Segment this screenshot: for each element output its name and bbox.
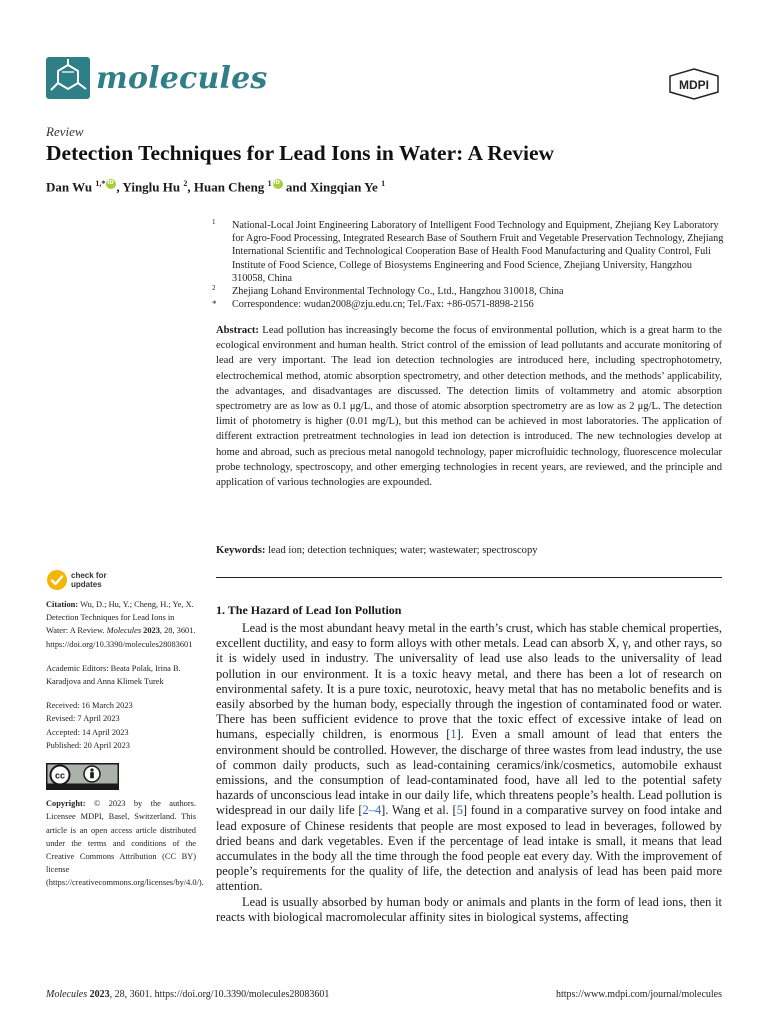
journal-name: molecules: [96, 60, 268, 96]
sidebar: [46, 598, 204, 901]
footer-journal-url[interactable]: https://www.mdpi.com/journal/molecules: [556, 989, 722, 1000]
article-title: Detection Techniques for Lead Ions in Water: A Review: [46, 141, 555, 165]
author-name[interactable]: Dan Wu: [46, 179, 93, 195]
author-affiliation-sup: 1,*: [95, 179, 106, 188]
paragraph: Lead is the most abundant heavy metal in the earth’s crust, which has stable chemical properties, excellent ductility, and easy to form alloys with other metals. Lead can absorb X, γ, and other rays, so it is widely used in industry. The universality of lead use also leads to the universality of lead pollution in our environment. It is a toxic heavy metal, and there has been a lot of research on environmental safety. It is a pure toxic, neurotoxic, heavy metal that has no metabolic benefits and is easily absorbed by the human body, especially through the ingestion of contaminated food or water. There has been sufficient evidence to prove that the toxic effect of excessive intake of lead on humans, especially children, is enormous [1]. Even a small amount of lead that enters the environment should be controlled. However, the discharge of three wastes from lead industry, the use of common daily products, such as lead-containing ceramics/ink/cosmetics, automobile exhaust emissions, and the consumption of lead-contaminated food, have all led to the potential safety hazards of unconscious lead intake in our daily life, which threatens people’s health. Lead pollution is widespread in our daily life [2–4]. Wang et al. [5] found in a comparative survey on food intake and lead exposure of Chinese residents that people are most exposed to lead in beverages, followed by dried beans and dark vegetables. Even if the percentage of lead intake is small, it means that lead accumulates in the body all the time through the food people eat every day. With the improvement of people’s requirements for the quality of life, the detection and analysis of lead has been paid more attention.: [216, 621, 722, 894]
keywords-label: Keywords:: [216, 545, 266, 556]
abstract-text: Lead pollution has increasingly become the focus of environmental pollution, which is a great harm to the ecological environment and human health. Strict control of the emission of lead pollutants and accurate monitoring of lead are very important. The lead ion detection technologies are introduced here, including spectrophotometry, electrochemical method, atomic absorption spectrometry, and other detection methods, and the methods’ applicability, the advantages, and disadvantages are discussed. The detection limits of voltammetry and atomic absorption spectrometry are as low as 0.1 μg/L, and those of atomic absorption spectrometry are as low as 2 μg/L. The detection limit of photometry is higher (0.01 mg/L), but this method can be achieved in most laboratories. The application of different extraction pretreatment technologies in lead ion detection is introduced. The new technologies develop at home and abroad, such as precious metal nanogold technology, paper microfluidic technology, fluorescence molecular probe technology, spectroscopy, and other emerging technologies in recent years, are reviewed, and the principle and application of various technologies are expounded.: [216, 325, 722, 489]
author-affiliation-sup: 1: [381, 179, 386, 188]
citation: Citation: Wu, D.; Hu, Y.; Cheng, H.; Ye, X. Detection Techniques for Lead Ions in Water: A Review. Molecules 2023, 28, 3601. https://doi.org/10.3390/molecules28083601: [46, 600, 196, 649]
affiliation-item: 2 Zhejiang Lohand Environmental Technology Co., Ltd., Hangzhou 310018, China: [212, 284, 564, 298]
publication-dates: [46, 699, 196, 752]
date-received: Received: 16 March 2023: [46, 701, 133, 711]
author-affiliation-sup: 1: [267, 179, 272, 188]
date-published: Published: 20 April 2023: [46, 740, 130, 750]
copyright-notice: Copyright: © 2023 by the authors. Licensee MDPI, Basel, Switzerland. This article is an open access article distributed under the terms and conditions of the Creative Commons Attribution (CC BY) license (https://creativecommons.org/licenses/by/4.0/).: [46, 799, 204, 888]
orcid-icon[interactable]: [273, 179, 283, 189]
keywords: [216, 543, 722, 558]
date-accepted: Accepted: 14 April 2023: [46, 727, 129, 737]
paragraph: Lead is usually absorbed by human body or animals and plants in the form of lead ions, then it reacts with biological macromolecular affinity sites in biological systems, affecting: [216, 894, 722, 924]
author-name[interactable]: Yinglu Hu: [122, 179, 181, 195]
section-body: [216, 621, 722, 925]
author-list: Dan Wu $^{1,*}$iD , Yinglu Hu $^2$, Huan Cheng $^1$iD and Xingqian Ye $^1$: [46, 179, 385, 195]
author-name[interactable]: Xingqian Ye: [310, 179, 378, 195]
section-heading: 1. The Hazard of Lead Ion Pollution: [216, 603, 402, 617]
svg-text:MDPI: MDPI: [679, 78, 709, 92]
svg-text:cc: cc: [54, 770, 66, 781]
orcid-icon[interactable]: [106, 179, 116, 189]
affiliations: [212, 219, 724, 311]
abstract: [216, 323, 722, 490]
article-type: Review: [46, 124, 84, 139]
affiliation-item: 1 National-Local Joint Engineering Laboratory of Intelligent Food Technology and Equipment, Zhejiang Key Laboratory for Agro-Food Processing, Integrated Research Base of Southern Fruit and Vegetable Preservation Technology, Zhejiang International Scientific and Technological Cooperation Base of Health Food Manufacturing and Quality Control, Fuli Institute of Food Science, College of Biosystems Engineering and Food Science, Zhejiang University, Hangzhou 310058, China: [212, 218, 724, 284]
mdpi-logo-icon[interactable]: [668, 68, 720, 100]
check-updates-text: check for updates: [71, 571, 107, 589]
author-affiliation-sup: 2: [183, 179, 188, 188]
footer-citation: Molecules 2023, 28, 3601. https://doi.org/10.3390/molecules28083601: [46, 989, 330, 1000]
author-name[interactable]: Huan Cheng: [193, 179, 265, 195]
check-updates-icon: [46, 569, 68, 591]
academic-editors: Academic Editors: Beata Polak, Irina B. Karadjova and Anna Klimek Turek: [46, 663, 181, 687]
citation-link[interactable]: 5: [456, 803, 463, 818]
keywords-text: lead ion; detection techniques; water; wastewater; spectroscopy: [268, 545, 538, 556]
check-for-updates-badge[interactable]: [46, 569, 107, 591]
citation-link[interactable]: 1: [450, 727, 457, 742]
cc-by-license-icon[interactable]: [46, 763, 119, 790]
abstract-label: Abstract:: [216, 325, 259, 336]
divider: [216, 577, 722, 578]
correspondence: * Correspondence: wudan2008@zju.edu.cn; Tel./Fax: +86-0571-8898-2156: [212, 299, 534, 311]
date-revised: Revised: 7 April 2023: [46, 714, 120, 724]
journal-logo[interactable]: [46, 57, 268, 99]
citation-link[interactable]: 2–4: [362, 803, 382, 818]
molecule-logo-icon: [46, 57, 90, 99]
